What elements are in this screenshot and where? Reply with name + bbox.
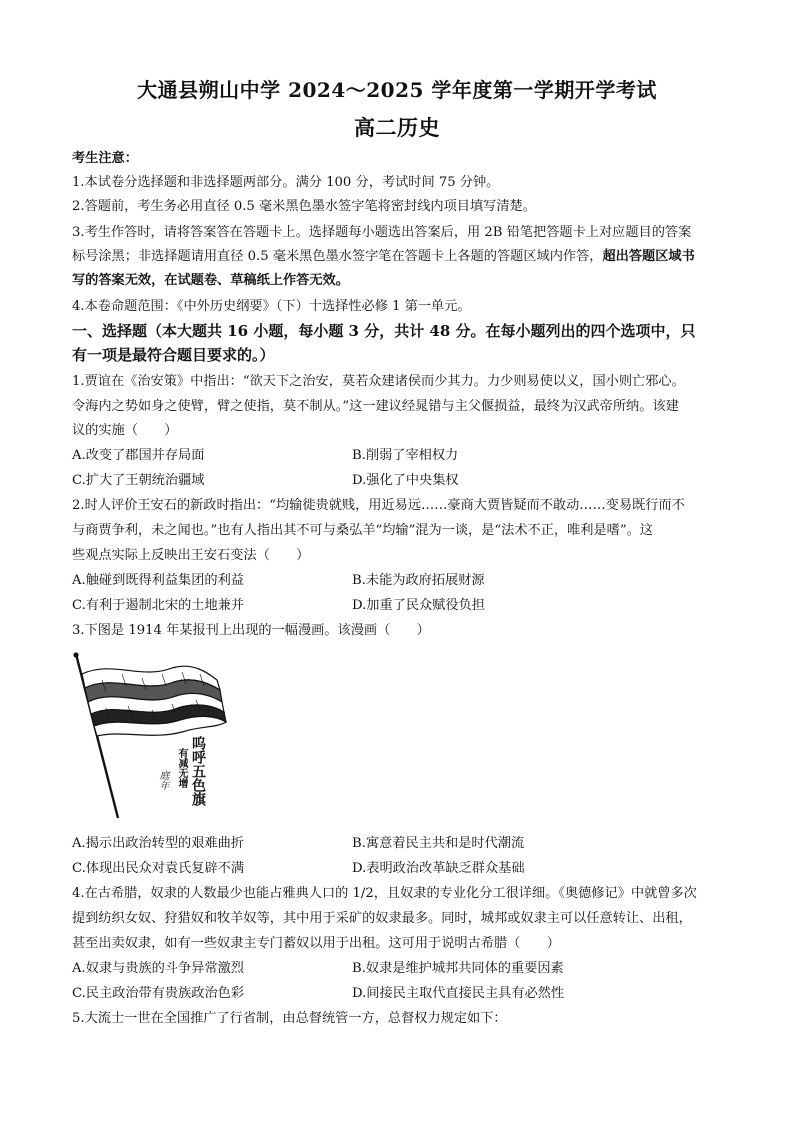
notice-item: 2.答题前，考生务必用直径 0.5 毫米黑色墨水签字笔将密封线内项目填写清楚。 <box>72 199 536 214</box>
notice-item-bold-line: 写的答案无效，在试题卷、草稿纸上作答无效。 <box>72 273 349 288</box>
notice-item-text: 标号涂黑；非选择题请用直径 0.5 毫米黑色墨水签字笔在答题卡上各题的答题区域内作答， <box>72 249 603 264</box>
question-2-text: 与商贾争利，未之闻也。”也有人指出其不可与桑弘羊“均输”混为一谈，是“法术不正，唯利是嗜”。这 <box>72 523 653 538</box>
cartoon-caption-side: 有减无增 <box>176 748 187 788</box>
notice-item-continued <box>72 248 732 266</box>
exam-title: 大通县朔山中学 2024～2025 学年度第一学期开学考试 <box>137 78 657 102</box>
question-4-text: 甚至出卖奴隶，如有一些奴隶主专门蓄奴以用于出租。这可用于说明古希腊（ ） <box>72 936 560 951</box>
notice-heading: 考生注意： <box>72 151 138 166</box>
cartoon-signature: 庭年 <box>157 770 168 790</box>
flag-cartoon <box>72 650 232 822</box>
question-4-text: 提到纺织女奴、狩猎奴和牧羊奴等，其中用于采矿的奴隶最多。同时，城邦或奴隶主可以任意转让、出租， <box>72 911 692 926</box>
option-a: A.揭示出政治转型的艰难曲折 <box>72 836 244 851</box>
option-c: C.民主政治带有贵族政治色彩 <box>72 986 245 1001</box>
option-c: C.扩大了王朝统治疆域 <box>72 473 205 488</box>
notice-item: 4.本卷命题范围：《中外历史纲要》（下）十选择性必修 1 第一单元。 <box>72 299 471 314</box>
option-c: C.有利于遏制北宋的土地兼并 <box>72 598 245 613</box>
question-4-text: 4.在古希腊，奴隶的人数最少也能占雅典人口的 1/2，且奴隶的专业化分工很详细。《奥德修记》中就曾多次 <box>72 886 697 901</box>
section-heading: 一、选择题（本大题共 16 小题，每小题 3 分，共计 48 分。在每小题列出的四个选项中，只 <box>72 322 696 340</box>
option-b: B.未能为政府拓展财源 <box>352 573 485 588</box>
option-b: B.奴隶是维护城邦共同体的重要因素 <box>352 961 564 976</box>
option-a: A.奴隶与贵族的斗争异常激烈 <box>72 961 244 976</box>
notice-item: 3.考生作答时，请将答案答在答题卡上。选择题每小题选出答案后，用 2B 铅笔把答题卡上对应题目的答案 <box>72 225 692 240</box>
notice-item: 1.本试卷分选择题和非选择题两部分。满分 100 分，考试时间 75 分钟。 <box>72 175 500 190</box>
flag-cartoon-drawing <box>72 650 232 822</box>
question-1-text: 令海内之势如身之使臂，臂之使指，莫不制从。”这一建议经晁错与主父偃损益，最终为汉武帝所纳。该建 <box>72 399 679 414</box>
section-heading-cont: 有一项是最符合题目要求的。） <box>72 346 275 364</box>
question-2-text: 些观点实际上反映出王安石变法（ ） <box>72 548 310 563</box>
notice-item-bold: 超出答题区域书 <box>602 249 695 264</box>
option-b: B.削弱了宰相权力 <box>352 448 459 463</box>
question-1-text: 1.贾谊在《治安策》中指出：“欲天下之治安，莫若众建诸侯而少其力。力少则易使以义，国小则亡邪心。 <box>72 374 685 389</box>
option-d: D.表明政治改革缺乏群众基础 <box>352 861 525 876</box>
option-c: C.体现出民众对袁氏复辟不满 <box>72 861 245 876</box>
question-5-text: 5.大流士一世在全国推广了行省制，由总督统管一方，总督权力规定如下： <box>72 1011 507 1026</box>
option-b: B.寓意着民主共和是时代潮流 <box>352 836 525 851</box>
option-d: D.间接民主取代直接民主具有必然性 <box>352 986 565 1001</box>
question-1-text: 议的实施（ ） <box>72 423 178 438</box>
exam-subtitle: 高二历史 <box>354 115 440 140</box>
question-3-text: 3.下图是 1914 年某报刊上出现的一幅漫画。该漫画（ ） <box>72 623 430 638</box>
option-a: A.触碰到既得利益集团的利益 <box>72 573 244 588</box>
cartoon-caption-main: 呜呼五色旗 <box>190 736 206 806</box>
option-d: D.加重了民众赋役负担 <box>352 598 485 613</box>
option-d: D.强化了中央集权 <box>352 473 459 488</box>
question-2-text: 2.时人评价王安石的新政时指出：“均输徙贵就贱，用近易远……豪商大贾皆疑而不敢动……变易既行而不 <box>72 498 685 513</box>
option-a: A.改变了郡国并存局面 <box>72 448 205 463</box>
